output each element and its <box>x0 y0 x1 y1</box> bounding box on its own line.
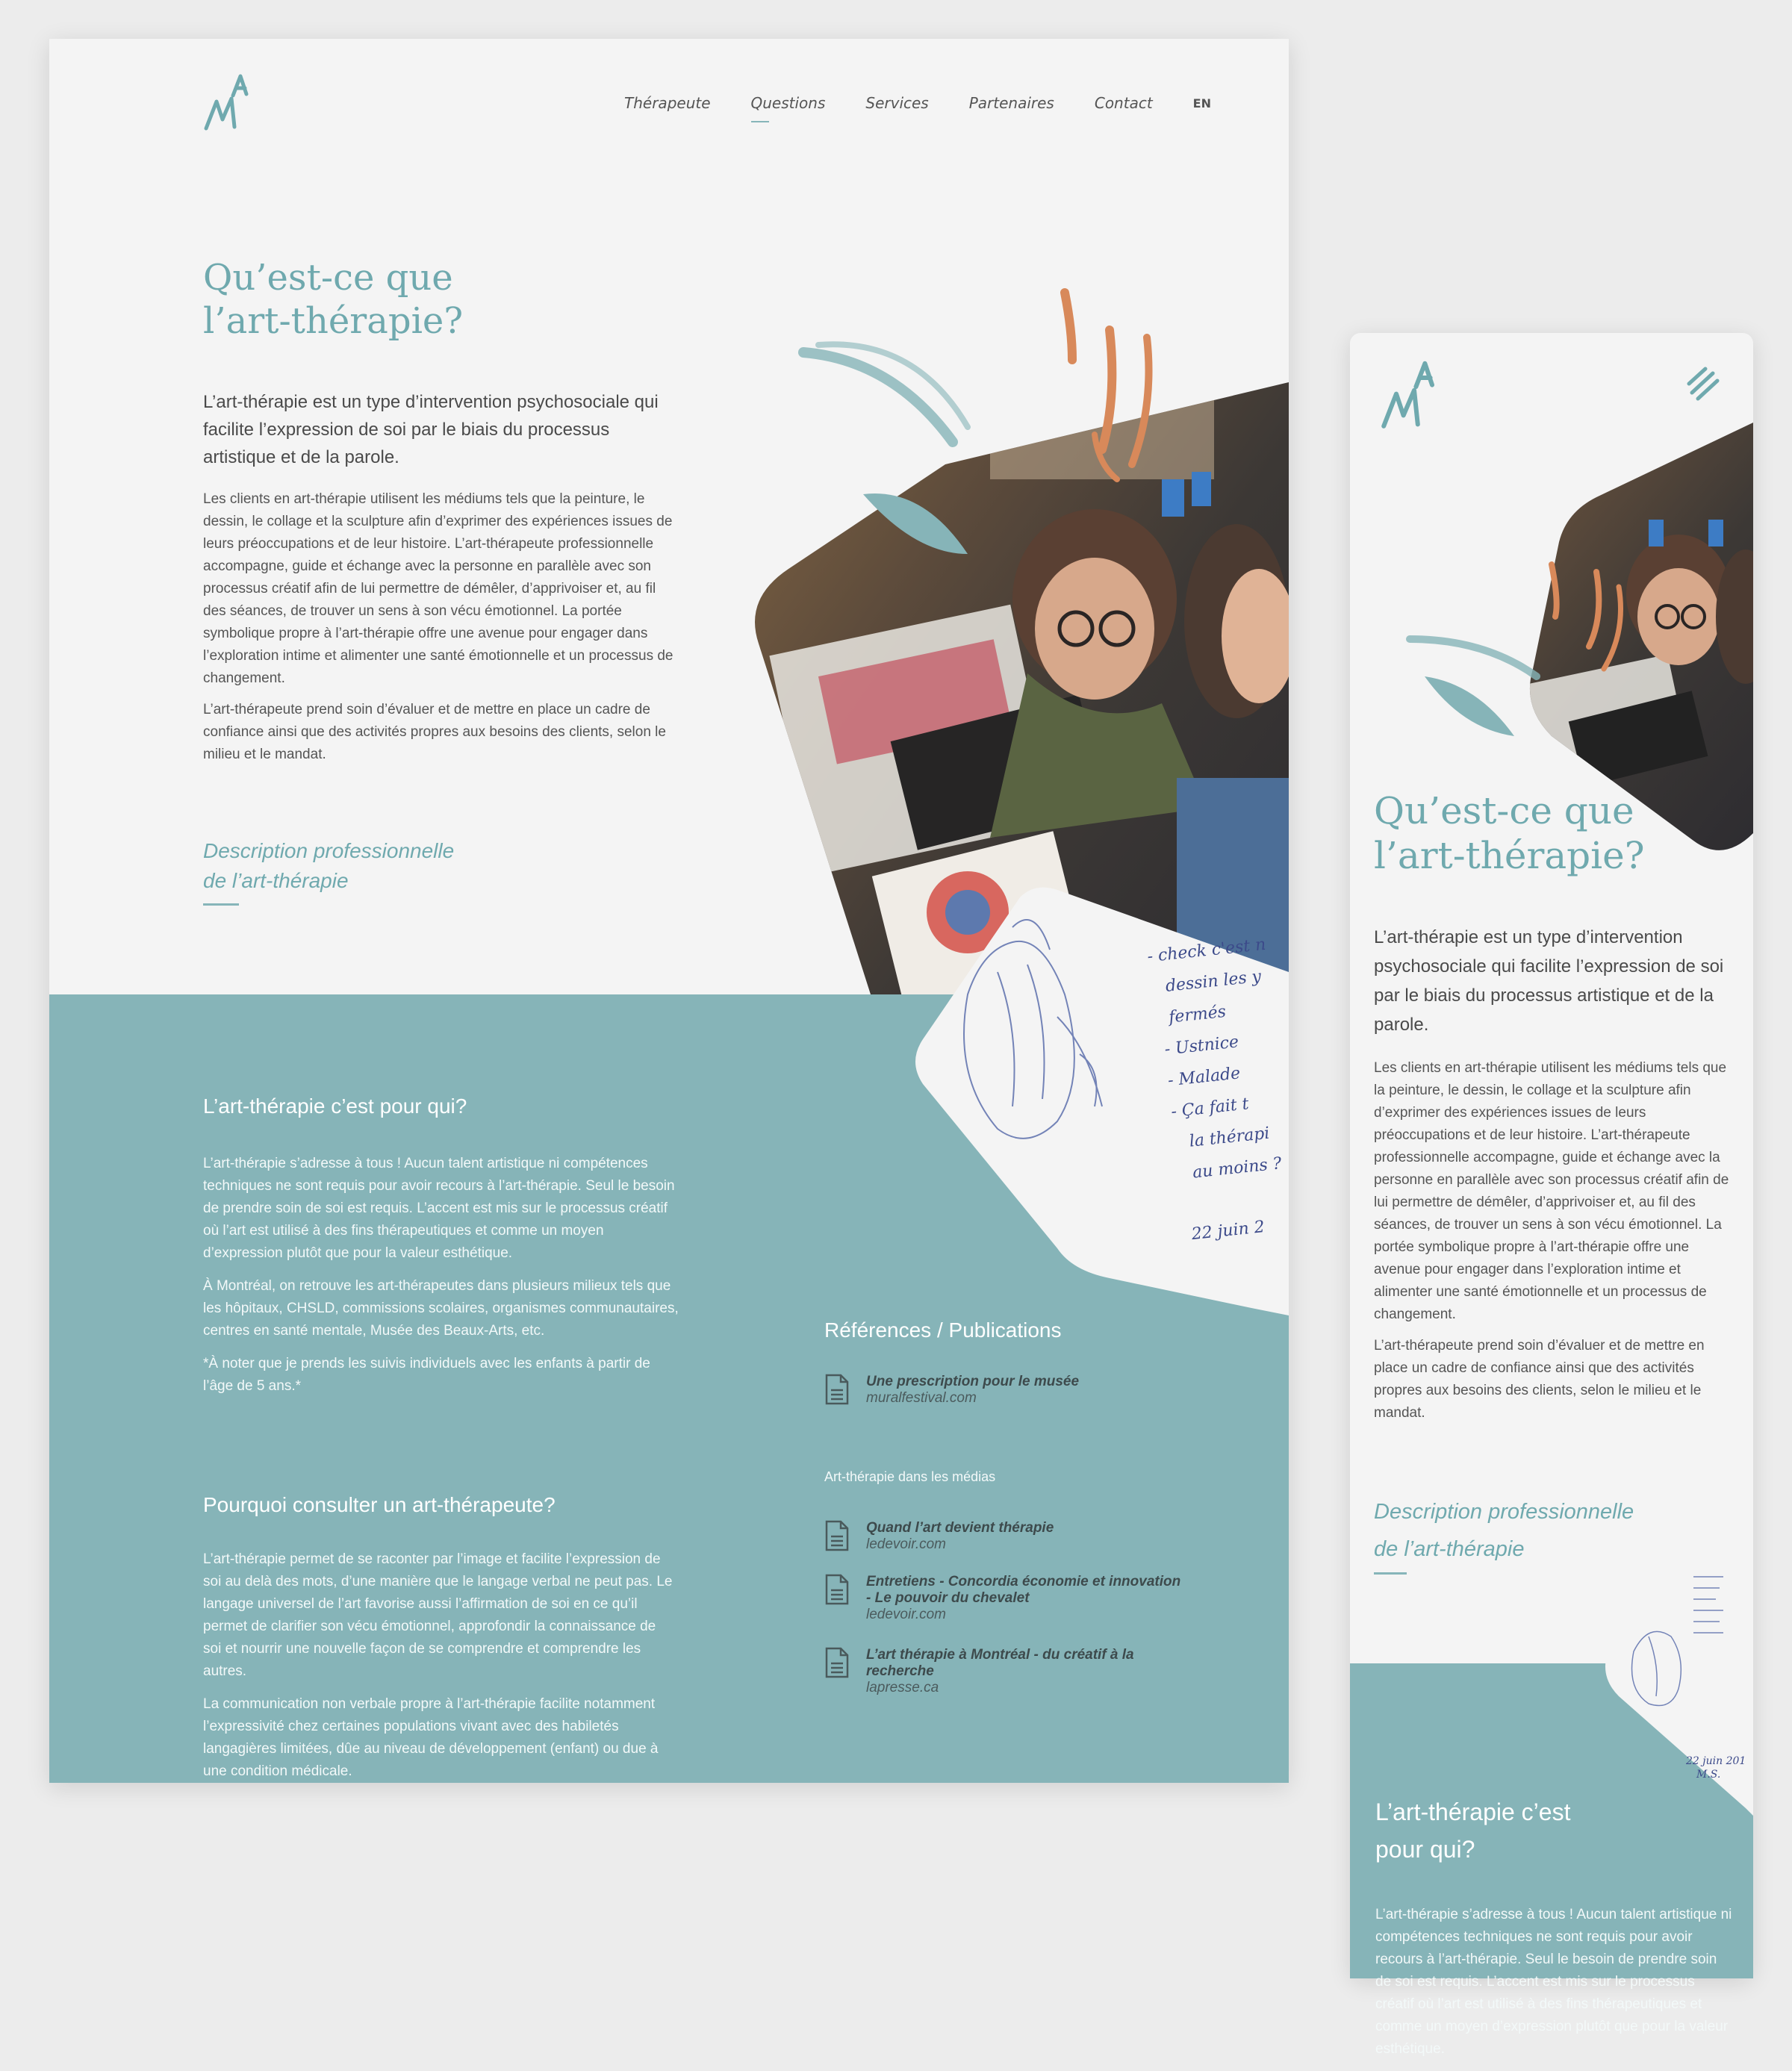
document-icon <box>824 1374 850 1405</box>
who-body: L’art-thérapie s’adresse à tous ! Aucun talent artistique ni compétences techniques ne sont requis pour avoir recours à l’art-thérapie. Seul le besoin de prendre soin de soi est requis. L’accent est mis sur le processus créatif où l’art est utilisé à des fins thérapeutiques et comme un moyen d’expression plutôt que pour la valeur esthétique. À Montréal, on retrouve les art-thérapeutes dans plusieurs milieux tels que les hôpitaux, CHSLD, commissions scolaires, organismes communautaires, centres en santé mentale, Musée des Beaux-Arts, etc. *À noter que je prends les suivis individuels avec les enfants à partir de l’âge de 5 ans.* <box>203 1156 679 1394</box>
who-body: L’art-thérapie s’adresse à tous ! Aucun talent artistique ni compétences techniques ne sont requis pour avoir recours à l’art-thérapie. Seul le besoin de prendre soin de soi est requis. L’accent est mis sur le processus créatif où l’art est utilisé à des fins thérapeutiques et comme un moyen d’expression plutôt que pour la valeur esthétique. <box>1375 1907 1732 2057</box>
section-title-who: L’art-thérapie c’est pour qui? <box>203 1094 467 1118</box>
why-body: L’art-thérapie permet de se raconter par l’image et facilite l’expression de soi au delà des mots, d’une manière que le langage verbal ne peut pas. Le langage universel de l’art favorise aussi l’affirmation de soi en ce qu’il permet de clarifier son vécu émotionnel, approfondir la connaissance de soi et nourrir une nouvelle façon de se comprendre et comprendre les autres. La communication non verbale propre à l’art-thérapie facilite notamment l’expressivité chez certaines populations vivant avec des habiletés langagières limitées, dûe au niveau de développement (enfant) ou due à une condition médicale. <box>203 1551 673 1779</box>
language-switch[interactable]: EN <box>1192 96 1211 110</box>
mobile-mockup <box>1350 333 1753 2057</box>
reference-item[interactable]: L’art thérapie à Montréal - du créatif à la recherche lapresse.ca <box>824 1647 1134 1696</box>
nav-item-questions[interactable]: Questions <box>750 94 826 112</box>
reference-item[interactable]: Quand l’art devient thérapie ledevoir.com <box>824 1520 1054 1553</box>
hamburger-menu-icon[interactable] <box>1684 366 1720 402</box>
intro-body: Les clients en art-thérapie utilisent les médiums tels que la peinture, le dessin, le collage et la sculpture afin d’exprimer des expériences issues de leurs préoccupations et de leur histoire. L’art-thérapeute professionnelle accompagne, guide et échange avec la personne en parallèle avec son processus créatif afin de lui permettre de démêler, d’apprivoiser et, au fil des séances, de trouver un sens à son vécu émotionnel. La portée symbolique propre à l’art-thérapie offre une avenue pour engager dans l’exploration intime et alimenter une santé émotionnelle et un processus de changement. L’art-thérapeute prend soin d’évaluer et de mettre en place un cadre de confiance ainsi que des activités propres aux besoins des clients, selon le milieu et le mandat. <box>1374 1060 1729 1421</box>
section-title-who: L’art-thérapie c’est pour qui? <box>1375 1798 1571 1863</box>
document-icon <box>824 1574 850 1605</box>
logo-icon[interactable] <box>203 73 252 133</box>
document-icon <box>824 1520 850 1551</box>
nav-item-contact[interactable]: Contact <box>1094 94 1153 112</box>
link-underline <box>203 903 239 906</box>
reference-item[interactable]: Une prescription pour le musée muralfestival.com <box>824 1374 1079 1407</box>
logo-icon[interactable] <box>1380 360 1440 432</box>
intro-body: Les clients en art-thérapie utilisent les médiums tels que la peinture, le dessin, le collage et la sculpture afin d’exprimer des expériences issues de leurs préoccupations et de leur histoire. L’art-thérapeute professionnelle accompagne, guide et échange avec la personne en parallèle avec son processus créatif afin de lui permettre de démêler, d’apprivoiser et, au fil des séances, de trouver un sens à son vécu émotionnel. La portée symbolique propre à l’art-thérapie offre une avenue pour engager dans l’exploration intime et alimenter une santé émotionnelle et un processus de changement. L’art-thérapeute prend soin d’évaluer et de mettre en place un cadre de confiance ainsi que des activités propres aux besoins des clients, selon le milieu et le mandat. <box>203 491 673 762</box>
intro-lead: L’art-thérapie est un type d’intervention psychosociale qui facilite l’expression de soi par le biais du processus artistique et de la parole. <box>1374 927 1724 1035</box>
professional-description-link[interactable]: Description professionnelle de l’art-thérapie <box>203 839 455 892</box>
nav-item-therapeute[interactable]: Thérapeute <box>624 94 711 112</box>
intro-lead: L’art-thérapie est un type d’intervention psychosociale qui facilite l’expression de soi par le biais du processus artistique et de la parole. <box>203 392 659 467</box>
media-heading: Art-thérapie dans les médias <box>824 1469 996 1484</box>
nav-item-partenaires[interactable]: Partenaires <box>968 94 1054 112</box>
document-icon <box>824 1647 850 1678</box>
professional-description-link[interactable]: Description professionnelle de l’art-thérapie <box>1374 1500 1634 1561</box>
main-nav <box>624 94 1211 112</box>
sketch-handwritten-notes: - check c'est n dessin les y fermés - Ustnice - Malade - Ça fait t la thérapi au moins ? 22 juin 2 <box>1146 935 1283 1245</box>
references-title: Références / Publications <box>824 1318 1062 1342</box>
nav-item-services[interactable]: Services <box>865 94 929 112</box>
reference-item[interactable]: Entretiens - Concordia économie et innovation - Le pouvoir du chevalet ledevoir.com <box>824 1574 1180 1623</box>
page-title: Qu’est-ce que l’art-thérapie? <box>203 257 464 342</box>
desktop-mockup <box>49 39 1289 1783</box>
sketch-handwritten-notes: 22 juin 201 M.S. <box>1686 1755 1746 1781</box>
section-title-why: Pourquoi consulter un art-thérapeute? <box>203 1493 556 1516</box>
page-title: Qu’est-ce que l’art-thérapie? <box>1374 789 1645 877</box>
link-underline <box>1374 1572 1407 1575</box>
